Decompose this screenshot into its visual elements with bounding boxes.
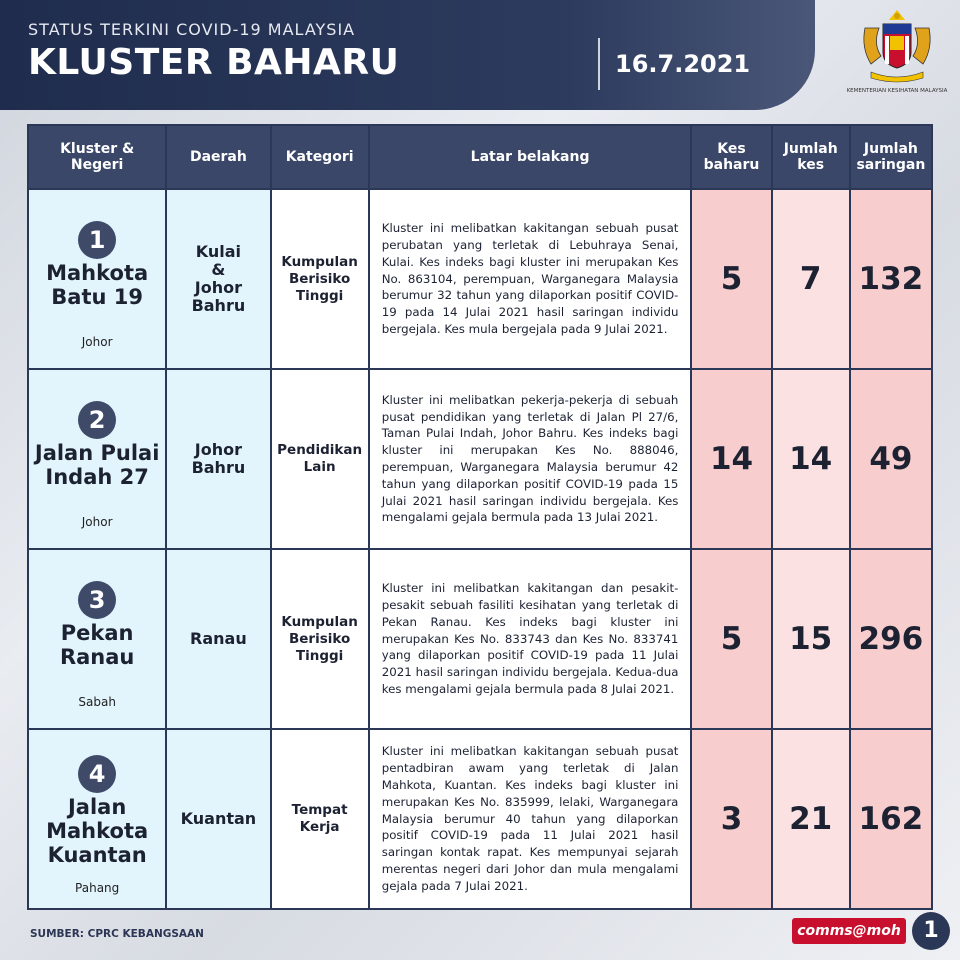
- cluster-cell: [28, 549, 166, 729]
- col-district: Daerah: [166, 125, 270, 189]
- background-cell: [369, 729, 692, 909]
- page-title: KLUSTER BAHARU: [28, 42, 400, 83]
- category-cell: Kumpulan Berisiko Tinggi: [271, 189, 369, 369]
- status-label: STATUS TERKINI COVID-19 MALAYSIA: [28, 20, 356, 39]
- new-cases-value: 14: [691, 369, 771, 549]
- category-cell: Pendidikan Lain: [271, 369, 369, 549]
- new-cases-value: 3: [691, 729, 771, 909]
- table-row: [28, 369, 932, 549]
- table-row: [28, 549, 932, 729]
- table-header-row: [28, 125, 932, 189]
- background-cell: [369, 369, 692, 549]
- screenings-value: 49: [850, 369, 932, 549]
- total-cases-value: 21: [772, 729, 850, 909]
- col-cluster-state: Kluster & Negeri: [28, 125, 166, 189]
- district-cell: Johor Bahru: [166, 369, 270, 549]
- col-new-cases: Kes baharu: [691, 125, 771, 189]
- col-screenings: Jumlah saringan: [850, 125, 932, 189]
- col-category: Kategori: [271, 125, 369, 189]
- table-row: [28, 729, 932, 909]
- coat-of-arms-icon: [857, 8, 937, 86]
- cluster-cell: [28, 369, 166, 549]
- cluster-number-badge: 2: [78, 401, 116, 439]
- district-cell: Ranau: [166, 549, 270, 729]
- header-banner: [0, 0, 815, 110]
- state-name: Pahang: [75, 881, 120, 895]
- new-cases-value: 5: [691, 189, 771, 369]
- cluster-number-badge: 4: [78, 755, 116, 793]
- total-cases-value: 15: [772, 549, 850, 729]
- brand-tag: comms@moh: [792, 918, 906, 944]
- background-cell: [369, 189, 692, 369]
- background-text: Kluster ini melibatkan kakitangan sebuah pusat pentadbiran awam yang terletak di Jalan Mahkota, Kuantan. Kes indeks bagi kluster ini merupakan Kes No. 835999, lelaki, Warganegara Malaysia berumur 40 tahun yang dilaporkan positif COVID-19 pada 11 Julai 2021 hasil saringan kontak rapat. Kes mempunyai sejarah merentas negeri dari Johor dan mula mengalami gejala pada 7 Julai 2021.: [381, 744, 679, 893]
- district-cell: Kulai & Johor Bahru: [166, 189, 270, 369]
- cluster-number-badge: 1: [78, 221, 116, 259]
- cluster-name: Jalan Mahkota Kuantan: [46, 795, 149, 867]
- ministry-crest: [838, 8, 956, 108]
- background-cell: [369, 549, 692, 729]
- total-cases-value: 7: [772, 189, 850, 369]
- cluster-name: Mahkota Batu 19: [46, 261, 149, 309]
- cluster-cell: [28, 729, 166, 909]
- screenings-value: 296: [850, 549, 932, 729]
- screenings-value: 132: [850, 189, 932, 369]
- state-name: Sabah: [78, 695, 116, 709]
- col-total-cases: Jumlah kes: [772, 125, 850, 189]
- cluster-cell: [28, 189, 166, 369]
- new-cases-value: 5: [691, 549, 771, 729]
- total-cases-value: 14: [772, 369, 850, 549]
- category-cell: Tempat Kerja: [271, 729, 369, 909]
- report-date: 16.7.2021: [615, 50, 751, 78]
- col-background: Latar belakang: [369, 125, 692, 189]
- page-number-badge: 1: [912, 912, 950, 950]
- state-name: Johor: [81, 335, 113, 349]
- cluster-number-badge: 3: [78, 581, 116, 619]
- cluster-name: Jalan Pulai Indah 27: [34, 441, 160, 489]
- district-cell: Kuantan: [166, 729, 270, 909]
- ministry-name: KEMENTERIAN KESIHATAN MALAYSIA: [846, 88, 948, 94]
- background-text: Kluster ini melibatkan pekerja-pekerja di sebuah pusat pendidikan yang terletak di Jalan Pl 27/6, Taman Pulai Indah, Johor Bahru. Kes indeks bagi kluster ini merupakan Kes No. 888046, perempuan, Warganegara Malaysia berumur 42 tahun yang dilaporkan positif COVID-19 pada 15 Julai 2021 hasil saringan individu bergejala. Kes mengalami gejala bermula pada 13 Julai 2021.: [381, 392, 679, 525]
- source-note: SUMBER: CPRC KEBANGSAAN: [30, 928, 204, 940]
- screenings-value: 162: [850, 729, 932, 909]
- table-row: [28, 189, 932, 369]
- cluster-name: Pekan Ranau: [59, 621, 135, 669]
- category-cell: Kumpulan Berisiko Tinggi: [271, 549, 369, 729]
- background-text: Kluster ini melibatkan kakitangan sebuah pusat perubatan yang terletak di Lebuhraya Senai, Kulai. Kes indeks bagi kluster ini merupakan Kes No. 863104, perempuan, Warganegara Malaysia berumur 32 tahun yang dilaporkan positif COVID-19 pada 14 Julai 2021 hasil saringan individu bergejala. Kes mula bergejala pada 9 Julai 2021.: [381, 221, 679, 336]
- new-clusters-table: [27, 124, 933, 910]
- background-text: Kluster ini melibatkan kakitangan dan pesakit-pesakit sebuah fasiliti kesihatan yang terletak di Pekan Ranau. Kes indeks bagi kluster ini merupakan Kes No. 833743 dan Kes No. 833741 yang dilaporkan positif COVID-19 pada 11 Julai 2021 hasil saringan individu bergejala. Kedua-dua kes mengalami gejala bermula pada 8 Julai 2021.: [381, 581, 679, 696]
- title-divider: [598, 38, 600, 90]
- state-name: Johor: [81, 515, 113, 529]
